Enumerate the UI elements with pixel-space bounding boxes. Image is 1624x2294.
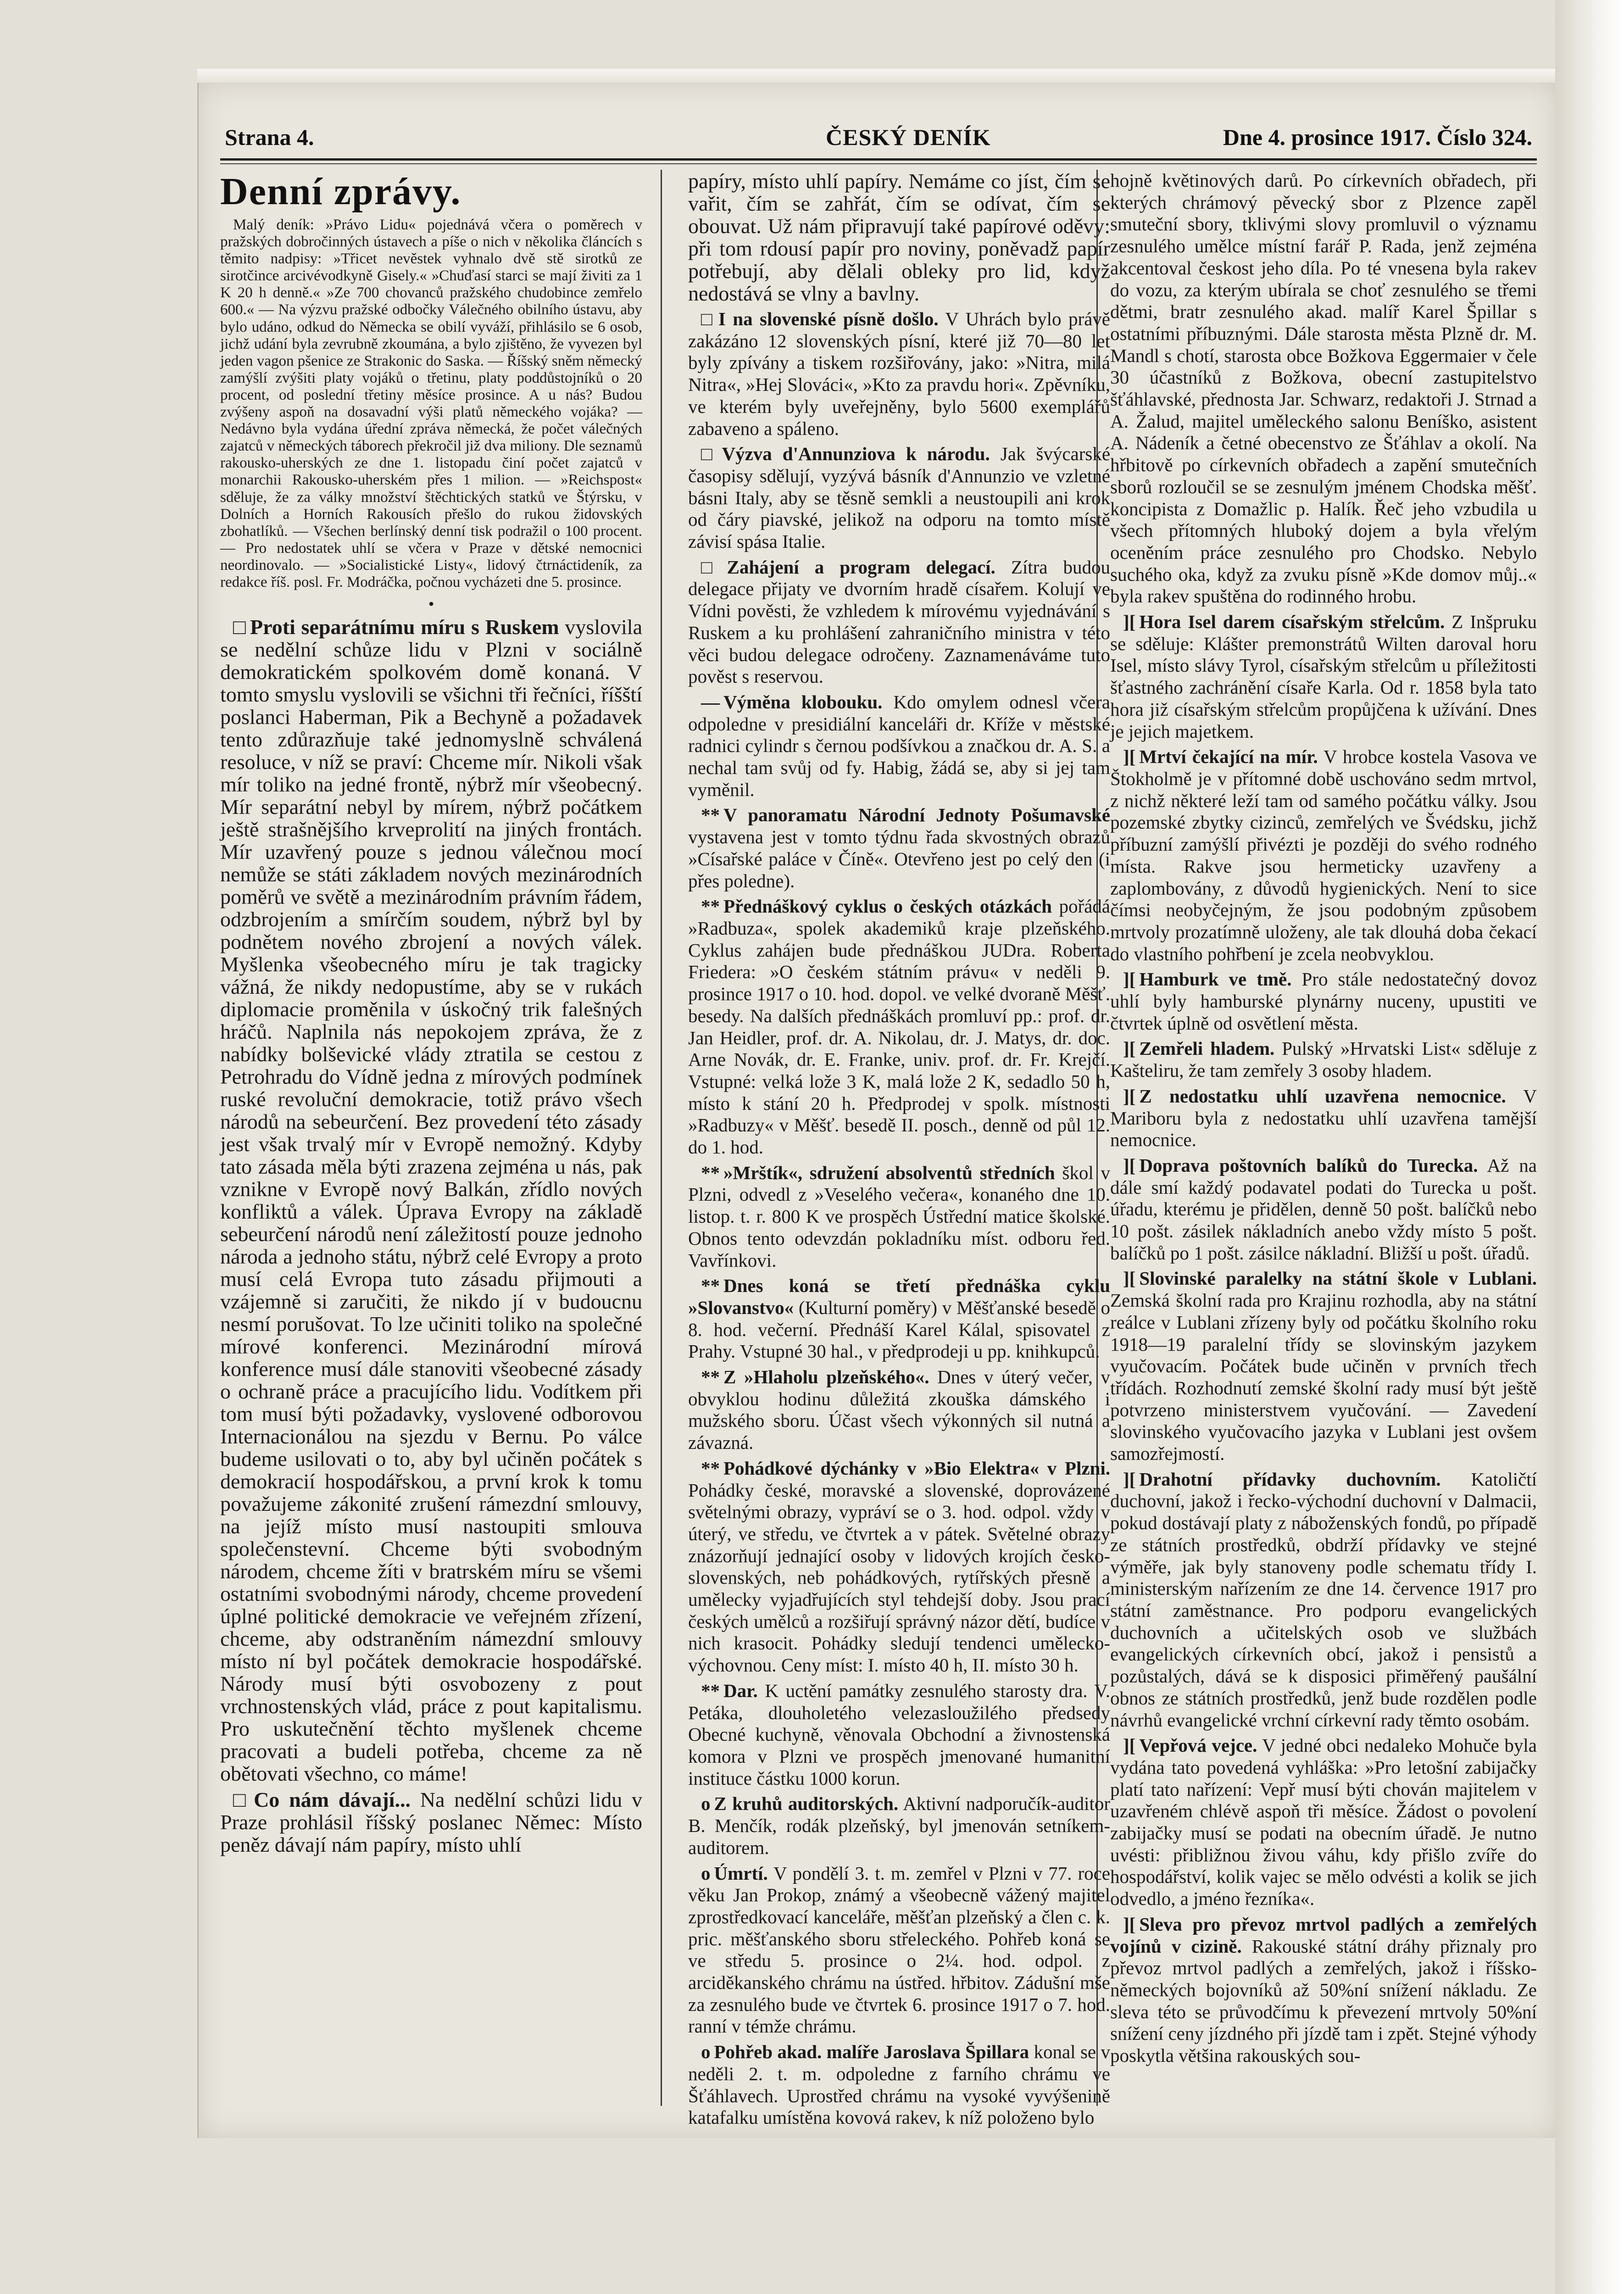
article bbox=[688, 557, 1110, 688]
article-text: Aktivní nadporučík-auditor B. Menčík, rodák plzeňský, byl jmenován setníkem-auditorem. bbox=[688, 1793, 1110, 1858]
article-headline: Doprava poštovních balíků do Turecka. bbox=[1139, 1154, 1478, 1176]
bracket-marker-icon: ][ bbox=[1123, 1735, 1136, 1756]
article-headline: Slovinské paralelky na státní škole v Lublani. bbox=[1139, 1268, 1537, 1289]
asterisk-marker-icon: ** bbox=[701, 1275, 720, 1297]
article-text: (Kulturní poměry) v Měšťanské besedě o 8. hod. večerní. Přednáší Karel Kálal, spisovatel z Prahy. Vstupné 30 hal., v předprodeji u pp. knihkupců. bbox=[688, 1297, 1110, 1362]
article bbox=[220, 616, 642, 1785]
circle-marker-icon: o bbox=[701, 1793, 711, 1815]
bracket-marker-icon: ][ bbox=[1123, 611, 1136, 633]
article bbox=[220, 1788, 642, 1856]
article-text: Pohádky české, moravské a slovenské, doprovázené světelnými obrazy, vypráví se o 3. hod. odpol. vždy v úterý, ve středu, ve čtvrtek a v pátek. Světelné obrazy znázorňují jednající osoby v lidových krojích česko-slovenských, neb pohádkových, rytířských přesně a umělecky vyjadřujících styl tehdejší doby. Jsou prací českých umělců a rozšiřují správný názor dětí, budíce v nich krasocit. Pohádky sledují tendenci umělecko-výchovnou. Ceny míst: I. místo 40 h, II. místo 30 h. bbox=[688, 1479, 1110, 1676]
article-text: Malý deník: »Právo Lidu« pojednává včera o poměrech v pražských dobročinných ústavech a píše o nich v několika článcích s těmito nadpisy: »Třicet nevěstek vyhnalo dvě stě sirotků ze sirotčince arcivévodkyně Gisely.« »Chuďasí starci se mají živiti za 1 K 20 h denně.« »Ze 700 chovanců pražského chudobince zemřelo 600.« — Na výzvu pražské odbočky Válečného obilního ústavu, aby bylo udáno, odkud do Německa se obilí vyváží, přihlásilo se 6 osob, jichž udání byla zevrubně zkoumána, a bylo zjištěno, že vyvezen byl jeden vagon pšenice ze Strakonic do Saska. — Říšský sněm německý zamýšlí zvýšiti platy vojáků o třetinu, platy poddůstojníků o 20 procent, od poslední třetiny měsíce prosince. A u nás? Budou zvýšeny aspoň na dosavadní výši platů německého vojáka? — Nedávno byla vydána úřední zpráva německá, že počet válečných zajatců v německých táborech překročil již dva miliony. Dle seznamů rakousko-uherských ze dne 1. listopadu činí počet zajatců v monarchii Rakousko-uherském přes 1 milion. — »Reichspost« sděluje, že za války množství štěchtických statků ve Štýrsku, v Dolních a Horních Rakousích přešlo do rukou židovských zbohatlíků. — Všechen berlínský denní tisk podražil o 100 procent. — Pro nedostatek uhlí se včera v Praze v dětské nemocnici neordinovalo. — »Socialistické Listy«, lidový čtrnáctideník, za redakce říš. posl. Fr. Modráčka, počnou vycházeti dne 5. prosince. bbox=[220, 217, 642, 590]
article bbox=[688, 1366, 1110, 1454]
square-bullet-icon: □ bbox=[701, 308, 715, 329]
article-headline: Výzva d'Annunziova k národu. bbox=[722, 443, 990, 465]
article-text: Zítra budou delegace přijaty ve dvorním hradě císařem. Kolují ve Vídni pověsti, že vzhledem k mírovému vyjednávání s Ruskem a ku prohlášení zahraničního ministra v této věci budou delegace odročeny. Zaznamenáváme tuto pověst s reservou. bbox=[688, 556, 1111, 687]
article-headline: Dar. bbox=[723, 1680, 758, 1701]
article-text: K uctění památky zesnulého starosty dra. V. Petáka, dlouholetého velezasloužilého předsedy Obecné kuchyně, věnovala Obchodní a živnostenská komora v Plzni ve prospěch jmenované humanitní instituce částku 1000 korun. bbox=[688, 1680, 1111, 1789]
article bbox=[688, 1793, 1110, 1859]
article bbox=[1110, 1268, 1537, 1464]
newspaper-title: ČESKÝ DENÍK bbox=[826, 124, 991, 150]
asterisk-marker-icon: ** bbox=[701, 1457, 720, 1479]
article-text: Až na dále smí každý podavatel podati do Turecka u pošt. úřadu, kterému je přidělen, denně 50 pošt. balíčků nebo 10 pošt. zásilek nákladních anebo vždy místo 5 pošt. balíčků po 1 pošt. zásilce nákladní. Bližší u pošt. úřadů. bbox=[1110, 1154, 1537, 1264]
bracket-marker-icon: ][ bbox=[1123, 1268, 1136, 1289]
article-text: konal se v neděli 2. t. m. odpoledne z farního chrámu ve Šťáhlavech. Uprostřed chrámu na vysoké vyvýšenině katafalku umístěna kovová rakev, k níž položeno bylo bbox=[688, 2041, 1110, 2128]
article bbox=[1110, 1155, 1537, 1264]
issue-date: Dne 4. prosince 1917. Číslo 324. bbox=[1223, 124, 1532, 150]
article-headline: V panoramatu Národní Jednoty Pošumavské bbox=[723, 804, 1110, 826]
bracket-marker-icon: ][ bbox=[1123, 1085, 1136, 1107]
asterisk-marker-icon: ** bbox=[701, 896, 720, 917]
column-1 bbox=[220, 170, 642, 2101]
article-text: V jedné obci nedaleko Mohuče byla vydána tato povedená vyhláška: »Pro letošní zabijačky platí tato nařízení: Vepř musí býti chován majitelem v uzavřeném chlévě aspoň tři měsíce. Žádost o povolení zabijačky musí se podati na obecním úřadě. Je nutno uvésti: přibližnou živou váhu, kdy přišlo zvíře do hospodářství, kolik vajec se mělo odvésti a kolik se jich odvedlo, a jméno řezníka«. bbox=[1110, 1735, 1537, 1910]
bracket-marker-icon: ][ bbox=[1123, 1468, 1136, 1490]
article-text: V hrobce kostela Vasova ve Štokholmě je v přítomné době uschováno sedm mrtvol, z nichž některé leží tam od samého počátku války. Jsou pozemské zbytky cizinců, zemřelých ve Švédsku, jichž příbuzní zamýšlí přivézti je později do svého rodného místa. Rakve jsou hermeticky uzavřeny a zaplombovány, z důvodů hygienických. Není to sice čímsi neobyčejným, že jsou podobným způsobem mrtvoly prozatímně uloženy, ale tak dlouhá doba čekací do vlastního pohřbení je zcela neobvyklou. bbox=[1110, 746, 1537, 964]
bracket-marker-icon: ][ bbox=[1123, 1038, 1136, 1059]
article-headline: Hamburk ve tmě. bbox=[1139, 969, 1292, 990]
article-headline: Z »Hlaholu plzeňského«. bbox=[723, 1366, 929, 1388]
article bbox=[688, 896, 1110, 1158]
article-headline: Z kruhů auditorských. bbox=[714, 1793, 899, 1815]
article-headline: Pohřeb akad. malíře Jaroslava Špillara bbox=[714, 2041, 1029, 2063]
column-divider bbox=[661, 170, 662, 2106]
article-headline: Dnes koná se třetí přednáška cyklu »Slovanstvo« bbox=[688, 1275, 1110, 1318]
article-text: V Uhrách bylo právě zakázáno 12 slovenských písní, které již 70—80 let byly zpívány a tiskem rozšiřovány, jako: »Nitra, milá Nitra«, »Hej Slováci«, »Kto za pravdu hori«. Zpěvníku, ve kterém byly uveřejněny, bylo 5600 exemplářů zabaveno a spáleno. bbox=[688, 308, 1111, 439]
article-headline: »Mrštík«, sdružení absolventů středních bbox=[723, 1162, 1055, 1183]
header-rule-thin bbox=[220, 163, 1537, 164]
article bbox=[688, 1680, 1110, 1790]
article-text: Jak švýcarské časopisy sdělují, vyzývá básník d'Annunzio ve vzletné básni Italy, aby se těsně semkli a neustoupili ani krok od čáry piavské, jelikož na odporu na tomto místě závisí spása Italie. bbox=[688, 443, 1111, 552]
article-headline: Hora Isel darem císařským střelcům. bbox=[1139, 611, 1445, 633]
article-text: Katoličtí duchovní, jakož i řecko-východní duchovní v Dalmacii, pokud dostávají platy z náboženských fondů, po případě ze státních prostředků, obdrží přídavky ve stejné výměře, jak byly stanoveny podle schematu třídy I. ministerským nařízením ze dne 14. července 1917 pro státní zaměstnance. Pro podporu evangelických duchovních a učitelských osob ve službách evangelických církevních obcí, jakož i pensistů a pozůstalých, dává se k disposici přiměřený paušální obnos ze státních prostředků, jenž bude rozdělen podle návrhů evangelické vrchní církevní rady těmto osobám. bbox=[1110, 1468, 1537, 1731]
article bbox=[688, 691, 1110, 801]
page-top-edge bbox=[197, 69, 1555, 83]
article bbox=[688, 1863, 1110, 2038]
article-headline: Přednáškový cyklus o českých otázkách bbox=[723, 896, 1052, 917]
asterisk-marker-icon: ** bbox=[701, 1366, 720, 1388]
article-text: pořádá »Radbuza«, spolek akademiků kraje plzeňského. Cyklus zahájen bude přednáškou JUDra. Roberta Friedera: »O českém státním právu« v neděli 9. prosince 1917 o 10. hod. dopol. ve velké dvoraně Měšť. besedy. Na dalších přednáškách promluví pp.: prof. dr. Jan Heidler, prof. dr. A. Nikolau, dr. J. Matys, dr. doc. Arne Novák, dr. E. Franke, univ. prof. dr. Fr. Krejčí. Vstupné: velká lože 3 K, malá lože 2 K, sedadlo 50 h, místo k stání 20 h. Předprodej v spolk. místnosti »Radbuzy« v Měšť. besedě II. posch., denně od půl 12. do 1. hod. bbox=[688, 896, 1111, 1158]
article bbox=[1110, 1914, 1537, 2067]
article-text: Kdo omylem odnesl včera odpoledne v presidiální kanceláři dr. Kříže v městské radnici cylindr s černou podšívkou a značkou dr. A. S. a nechal tam svůj od fy. Habig, žádá se, aby si jej tam vyměnil. bbox=[688, 691, 1110, 800]
article-text: V pondělí 3. t. m. zemřel v Plzni v 77. roce věku Jan Prokop, známý a všeobecně vážený majitel zprostředkovací kanceláře, měšťan plzeňský a člen c. k. pric. měšťanského sboru střeleckého. Pohřeb koná se ve středu 5. prosince o 2¼. hod. odpol. z arciděkanského chrámu na ústřed. hřbitov. Zádušní mše za zesnulého bude ve čtvrtek 6. prosince 1917 o 7. hod. ranní v témže chrámu. bbox=[688, 1862, 1110, 2037]
article-headline: I na slovenské písně došlo. bbox=[718, 308, 939, 329]
article-text: Pulský »Hrvatski List« sděluje z Kašteliru, že tam zemřely 3 osoby hladem. bbox=[1110, 1038, 1537, 1081]
article-headline: Zahájení a program delegací. bbox=[727, 556, 996, 578]
bracket-marker-icon: ][ bbox=[1123, 969, 1136, 990]
article bbox=[1110, 611, 1537, 742]
article-text: Rakouské státní dráhy přiznaly pro převoz mrtvol padlých a zemřelých, jakož i říšsko-německých bojovníků až 50%ní snížení nákladu. Ze sleva této se průvodčímu k převezení mrtvoly 50%ní snížení ceny jízdného při jízdě tam i zpět. Stejné výhody poskytla většina rakouských sou- bbox=[1110, 1935, 1537, 2066]
square-bullet-icon: □ bbox=[233, 615, 247, 639]
square-bullet-icon: □ bbox=[233, 1788, 250, 1812]
article-headline: Vepřová vejce. bbox=[1139, 1735, 1257, 1756]
page-number: Strana 4. bbox=[225, 124, 314, 150]
article-headline: Co nám dávají... bbox=[254, 1788, 411, 1812]
asterisk-marker-icon: ** bbox=[701, 1680, 720, 1701]
article-text: Dnes v úterý večer, v obvyklou hodinu důležitá zkouška dámského i mužského sboru. Účast všech výkonných sil nutná a závazná. bbox=[688, 1366, 1110, 1453]
article-headline: Výměna klobouku. bbox=[723, 691, 883, 713]
article-text: V Mariboru byla z nedostatku uhlí uzavřena tamější nemocnice. bbox=[1110, 1085, 1537, 1151]
article bbox=[688, 308, 1110, 440]
circle-marker-icon: o bbox=[701, 2041, 711, 2063]
header-rule bbox=[220, 158, 1537, 161]
article-text: Z Inšpruku se sděluje: Klášter premonstrátů Wilten daroval horu Isel, místo slávy Tyrol, císařským střelcům u příležitosti šťastného zachránění císaře Karla. Od r. 1858 byla tato hora již císařským střelcům propůjčena k užívání. Dnes je jejich majetkem. bbox=[1110, 611, 1537, 742]
article-headline: Zemřeli hladem. bbox=[1139, 1038, 1275, 1059]
article-text: vystavena jest v tomto týdnu řada skvostných obrazů »Císařské paláce v Číně«. Otevřeno jest po celý den (i přes poledne). bbox=[688, 826, 1110, 891]
bracket-marker-icon: ][ bbox=[1123, 746, 1136, 768]
article-text: Pro stále nedostatečný dovoz uhlí byly hamburské plynárny nuceny, upustiti ve čtvrtek úplně od osvětlení města. bbox=[1110, 969, 1537, 1034]
article bbox=[1110, 1038, 1537, 1081]
article-text: hojně květinových darů. Po církevních obřadech, při kterých chrámový pěvecký sbor z Plzence zapěl smuteční sbory, tklivými slovy promluvil o významu zesnulého umělce místní farář P. Rada, jenž zejména akcentoval českost jeho díla. Po té vnesena byla rakev do vozu, za kterým ubírala se choť zesnulého se třemi dětmi, bratr zesnulého akad. malíř Karel Špillar s ostatními příbuznými. Dále starosta města Plzně dr. M. Mandl s chotí, starosta obce Božkova Eggermaier v čele 30 účastníků z Božkova, obecní zastupitelstvo šťáhlavské, přednosta Jar. Schwarz, redaktoři J. Strnad a A. Žalud, majitel uměleckého salonu Beníško, asistent A. Nádeník a četné obecenstvo ze Šťáhlav a okolí. Na hřbitově po církevních obřadech a zapění smutečních sborů rozloučil se se zesnulým jménem Chodska měšť. koncipista z Domažlic p. Halík. Řeč jeho vzbudila u všech přítomných hluboký dojem a byla vřelým oceněním práce zesnulého pro Chodsko. Nebylo suchého oka, když za zvuku písně »Kde domov můj..« byla rakev spuštěna do rodinného hrobu. bbox=[1110, 170, 1537, 607]
page-header bbox=[225, 124, 1532, 157]
article-text: škol v Plzni, odvedl z »Veselého večera«, konaného dne 10. listop. t. r. 800 K ve prospěch Ústřední matice školské. Obnos tento odevzdán pokladníku míst. odboru řed. Vavřínkovi. bbox=[688, 1162, 1110, 1271]
article bbox=[1110, 1086, 1537, 1151]
article bbox=[1110, 1735, 1537, 1910]
article bbox=[688, 2041, 1110, 2129]
article bbox=[1110, 746, 1537, 965]
article-headline: Úmrtí. bbox=[714, 1862, 768, 1884]
article-text: Na nedělní schůzi lidu v Praze prohlásil říšský poslanec Němec: Místo peněz dávají nám papíry, místo uhlí bbox=[220, 1788, 642, 1857]
article bbox=[688, 1162, 1110, 1272]
column-2 bbox=[688, 169, 1111, 2128]
column-3 bbox=[1110, 170, 1537, 2101]
article bbox=[688, 1275, 1110, 1363]
article-text: papíry, místo uhlí papíry. Nemáme co jíst, čím se vařit, čím se zahřát, čím se odívat, čím se obouvat. Už nám připravují také papírové oděvy: při tom rdousí papír pro noviny, poněvadž papír potřebují, aby dělali obleky pro lid, když nedostává se vlny a bavlny. bbox=[688, 169, 1110, 305]
article-headline: Pohádkové dýchánky v »Bio Elektra« v Plzni. bbox=[723, 1457, 1110, 1479]
circle-marker-icon: o bbox=[701, 1862, 711, 1884]
separator: • bbox=[428, 595, 434, 613]
square-bullet-icon: □ bbox=[701, 443, 718, 465]
article-headline: Drahotní přídavky duchovním. bbox=[1139, 1468, 1441, 1490]
bracket-marker-icon: ][ bbox=[1123, 1154, 1136, 1176]
dash-marker-icon: — bbox=[701, 691, 720, 713]
article bbox=[688, 443, 1110, 553]
article-headline: Mrtví čekající na mír. bbox=[1139, 746, 1318, 768]
article bbox=[1110, 1469, 1537, 1731]
article-headline: Sleva pro převoz mrtvol padlých a zemřelých vojínů v cizině. bbox=[1110, 1913, 1537, 1957]
asterisk-marker-icon: ** bbox=[701, 804, 720, 826]
article-text: vyslovila se nedělní schůze lidu v Plzni v sociálně demokratickém spolkovém domě konaná. V tomto smyslu vyslovili se všichni tři řečníci, říšští poslanci Haberman, Pik a Bechyně a požadavek tento zdůrazňuje také jednomyslně schválená resoluce, v níž se praví: Chceme mír. Nikoli však mír toliko na jedné frontě, nýbrž mír všeobecný. Mír separátní nebyl by mírem, nýbrž počátkem ještě strašnějšího krveprolití na jiných frontách. Mír uzavřený pouze s jednou válečnou mocí nemůže se státi základem nových mezinárodních poměrů ve světě a mezinárodním právním řádem, odzbrojením a smírčím soudem, nýbrž byl by podnětem nového zbrojení a nových válek. Myšlenka všeobecného míru je tak tragicky vážná, že nikdy nedopustíme, aby se v rukách diplomacie proměnila v úskočný trik falešných hráčů. Naplnila nás nepokojem zpráva, že z nabídky bolševické vlády ztratila se cestou z Petrohradu do Vídně jedna z mírových podmínek ruské revoluční demokracie, totiž právo všech národů na sebeurčení. Bez provedení této zásady jest však trvalý mír v Evropě nemožný. Kdyby tato zásada měla býti zrazena zejména u nás, pak vznikne v Evropě nový Balkán, zřídlo nových konfliktů a válek. Úprava Evropy na základě sebeurčení národů není záležitostí pouze jednoho národa a jednoho státu, nýbrž celé Evropy a proto musí celá Evropa tuto zásadu přijmouti a vzájemně si zaručiti, že nikdo jí v budoucnu nesmí porušovat. To lze učiniti toliko na společné mírové konferenci. Mezinárodní mírová konference musí dále stanoviti všeobecné zásady o ochraně práce a pracujícího lidu. Vodítkem při tom musí býti požadavky, vyslovené odborovou Internacionálou na sjezdu v Bernu. Po válce budeme usilovati o to, aby byl učiněn počátek s demokracií hospodářskou, a první krok k tomu považujeme zákonité zrušení rámezdní smlouvy, na jejíž místo musí nastoupiti smlouva společenstevní. Chceme býti svobodným národem, chceme žíti v bratrském míru se všemi ostatními svobodnými národy, chceme provedení úplné politické demokracie ve veřejném zřízení, chceme, aby odstraněním námezdní smlouvy místo ní byl počátek demokracie hospodářské. Národy musí býti osvobozeny z pout vrchnostenských vlád, práce z pout kapitalismu. Pro uskutečnění těchto myšlenek chceme pracovati a budeli potřeba, chceme za ně obětovati všechno, co máme! bbox=[220, 615, 642, 1786]
section-title: Denní zprávy. bbox=[220, 170, 462, 213]
asterisk-marker-icon: ** bbox=[701, 1162, 720, 1183]
article-headline: Proti separátnímu míru s Ruskem bbox=[250, 615, 559, 639]
article-text: Zemská školní rada pro Krajinu rozhodla, aby na státní reálce v Lublani zřízeny byly od počátku školního roku 1918—19 paralelní třídy se slovinským jazykem vyučovacím. Počátek bude učiněn v prvních třech třídách. Rozhodnutí zemské školní rady musí být ještě potvrzeno ministerstvem vyučování. — Zavedení slovinského vyučovacího jazyka v Lublani jest ovšem samozřejmostí. bbox=[1110, 1290, 1537, 1464]
binding-edge bbox=[1555, 0, 1624, 2294]
article-headline: Z nedostatku uhlí uzavřena nemocnice. bbox=[1139, 1085, 1506, 1107]
article bbox=[688, 804, 1110, 892]
bracket-marker-icon: ][ bbox=[1123, 1913, 1136, 1935]
article bbox=[1110, 969, 1537, 1034]
square-bullet-icon: □ bbox=[701, 556, 723, 578]
article bbox=[688, 1458, 1110, 1676]
